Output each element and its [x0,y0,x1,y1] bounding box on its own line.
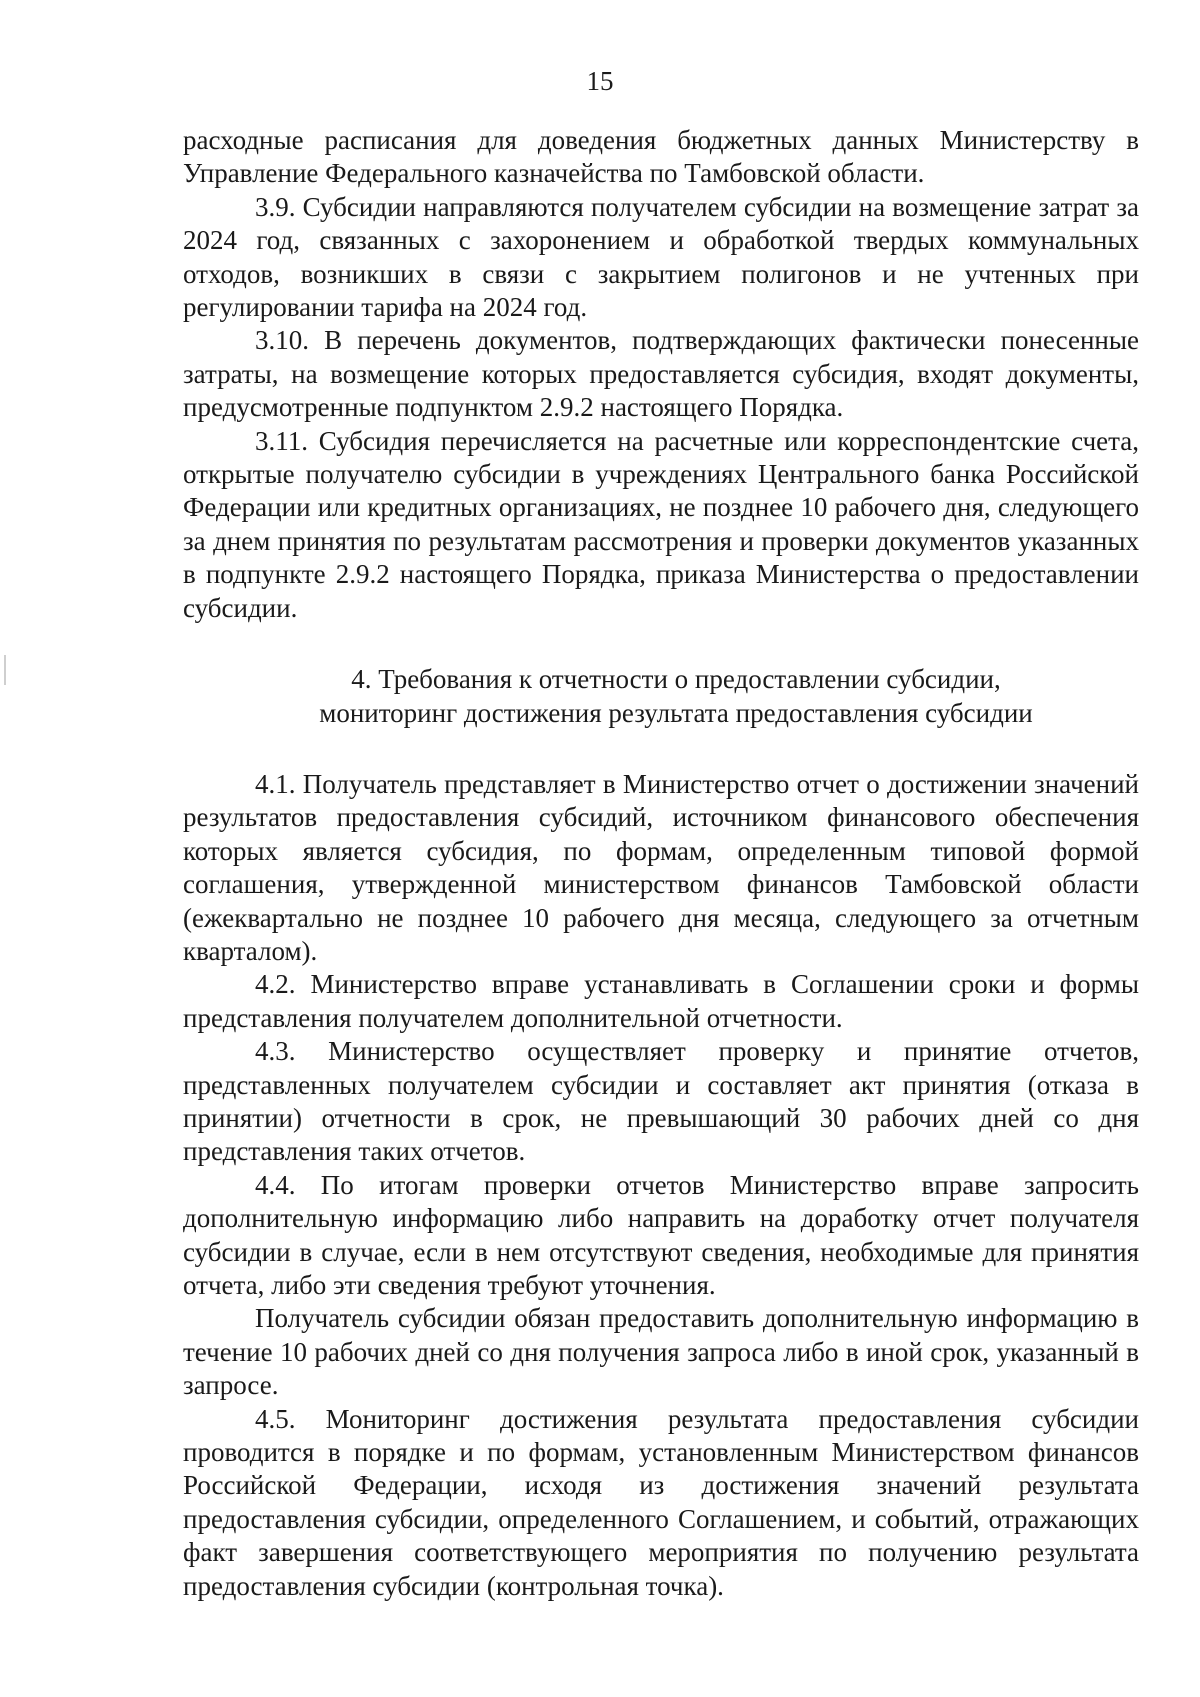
paragraph-3-9: 3.9. Субсидии направляются получателем субсидии на возмещение затрат за 2024 год, связанных с захоронением и обработкой твердых коммунальных отходов, возникших в связи с закрытием полигонов и не учтенных при регулировании тарифа на 2024 год. [183,191,1139,323]
scan-edge-mark [4,655,6,685]
paragraph-3-10: 3.10. В перечень документов, подтверждающих фактически понесенные затраты, на возмещение которых предоставляется субсидия, входят документы, предусмотренные подпунктом 2.9.2 настоящего Порядка. [183,325,1139,423]
paragraph-continuation: расходные расписания для доведения бюджетных данных Министерству в Управление Федерального казначейства по Тамбовской области. [183,125,1139,189]
paragraph-4-5: 4.5. Мониторинг достижения результата предоставления субсидии проводится в порядке и по формам, установленным Министерством финансов Российской Федерации, исходя из достижения значений результата предоставления субсидии, определенного Соглашением, и событий, отражающих факт завершения соответствующего мероприятия по получению результата предоставления субсидии (контрольная точка). [183,1403,1139,1601]
paragraph-3-11: 3.11. Субсидия перечисляется на расчетные или корреспондентские счета, открытые получателю субсидии в учреждениях Центрального банка Российской Федерации или кредитных организациях, не позднее 10 рабочего дня, следующего за днем принятия по результатам рассмотрения и проверки документов указанных в подпункте 2.9.2 настоящего Порядка, приказа Министерства о предоставлении субсидии. [183,425,1139,623]
page-number: 15 [586,66,614,96]
paragraph-4-4: 4.4. По итогам проверки отчетов Министерство вправе запросить дополнительную информацию либо направить на доработку отчет получателя субсидии в случае, если в нем отсутствуют сведения, необходимые для принятия отчета, либо эти сведения требуют уточнения. [183,1169,1139,1300]
paragraph-4-2: 4.2. Министерство вправе устанавливать в Соглашении сроки и формы представления получателем дополнительной отчетности. [183,969,1139,1033]
paragraph-4-4-additional: Получатель субсидии обязан предоставить дополнительную информацию в течение 10 рабочих дней со дня получения запроса либо в иной срок, указанный в запросе. [183,1303,1139,1401]
paragraph-4-3: 4.3. Министерство осуществляет проверку и принятие отчетов, представленных получателем субсидии и составляет акт принятия (отказа в принятии) отчетности в срок, не превышающий 30 рабочих дней со дня представления таких отчетов. [183,1036,1139,1167]
section-4-heading-line-2: мониторинг достижения результата предоставления субсидии [319,697,1033,728]
section-4-heading-line-1: 4. Требования к отчетности о предоставлении субсидии, [351,664,1001,695]
document-body [183,124,1139,1603]
paragraph-4-1: 4.1. Получатель представляет в Министерство отчет о достижении значений результатов предоставления субсидий, источником финансового обеспечения которых является субсидия, по формам, определенным типовой формой соглашения, утвержденной министерством финансов Тамбовской области (ежеквартально не позднее 10 рабочего дня месяца, следующего за отчетным кварталом). [183,768,1139,966]
section-4-heading [183,663,1139,730]
